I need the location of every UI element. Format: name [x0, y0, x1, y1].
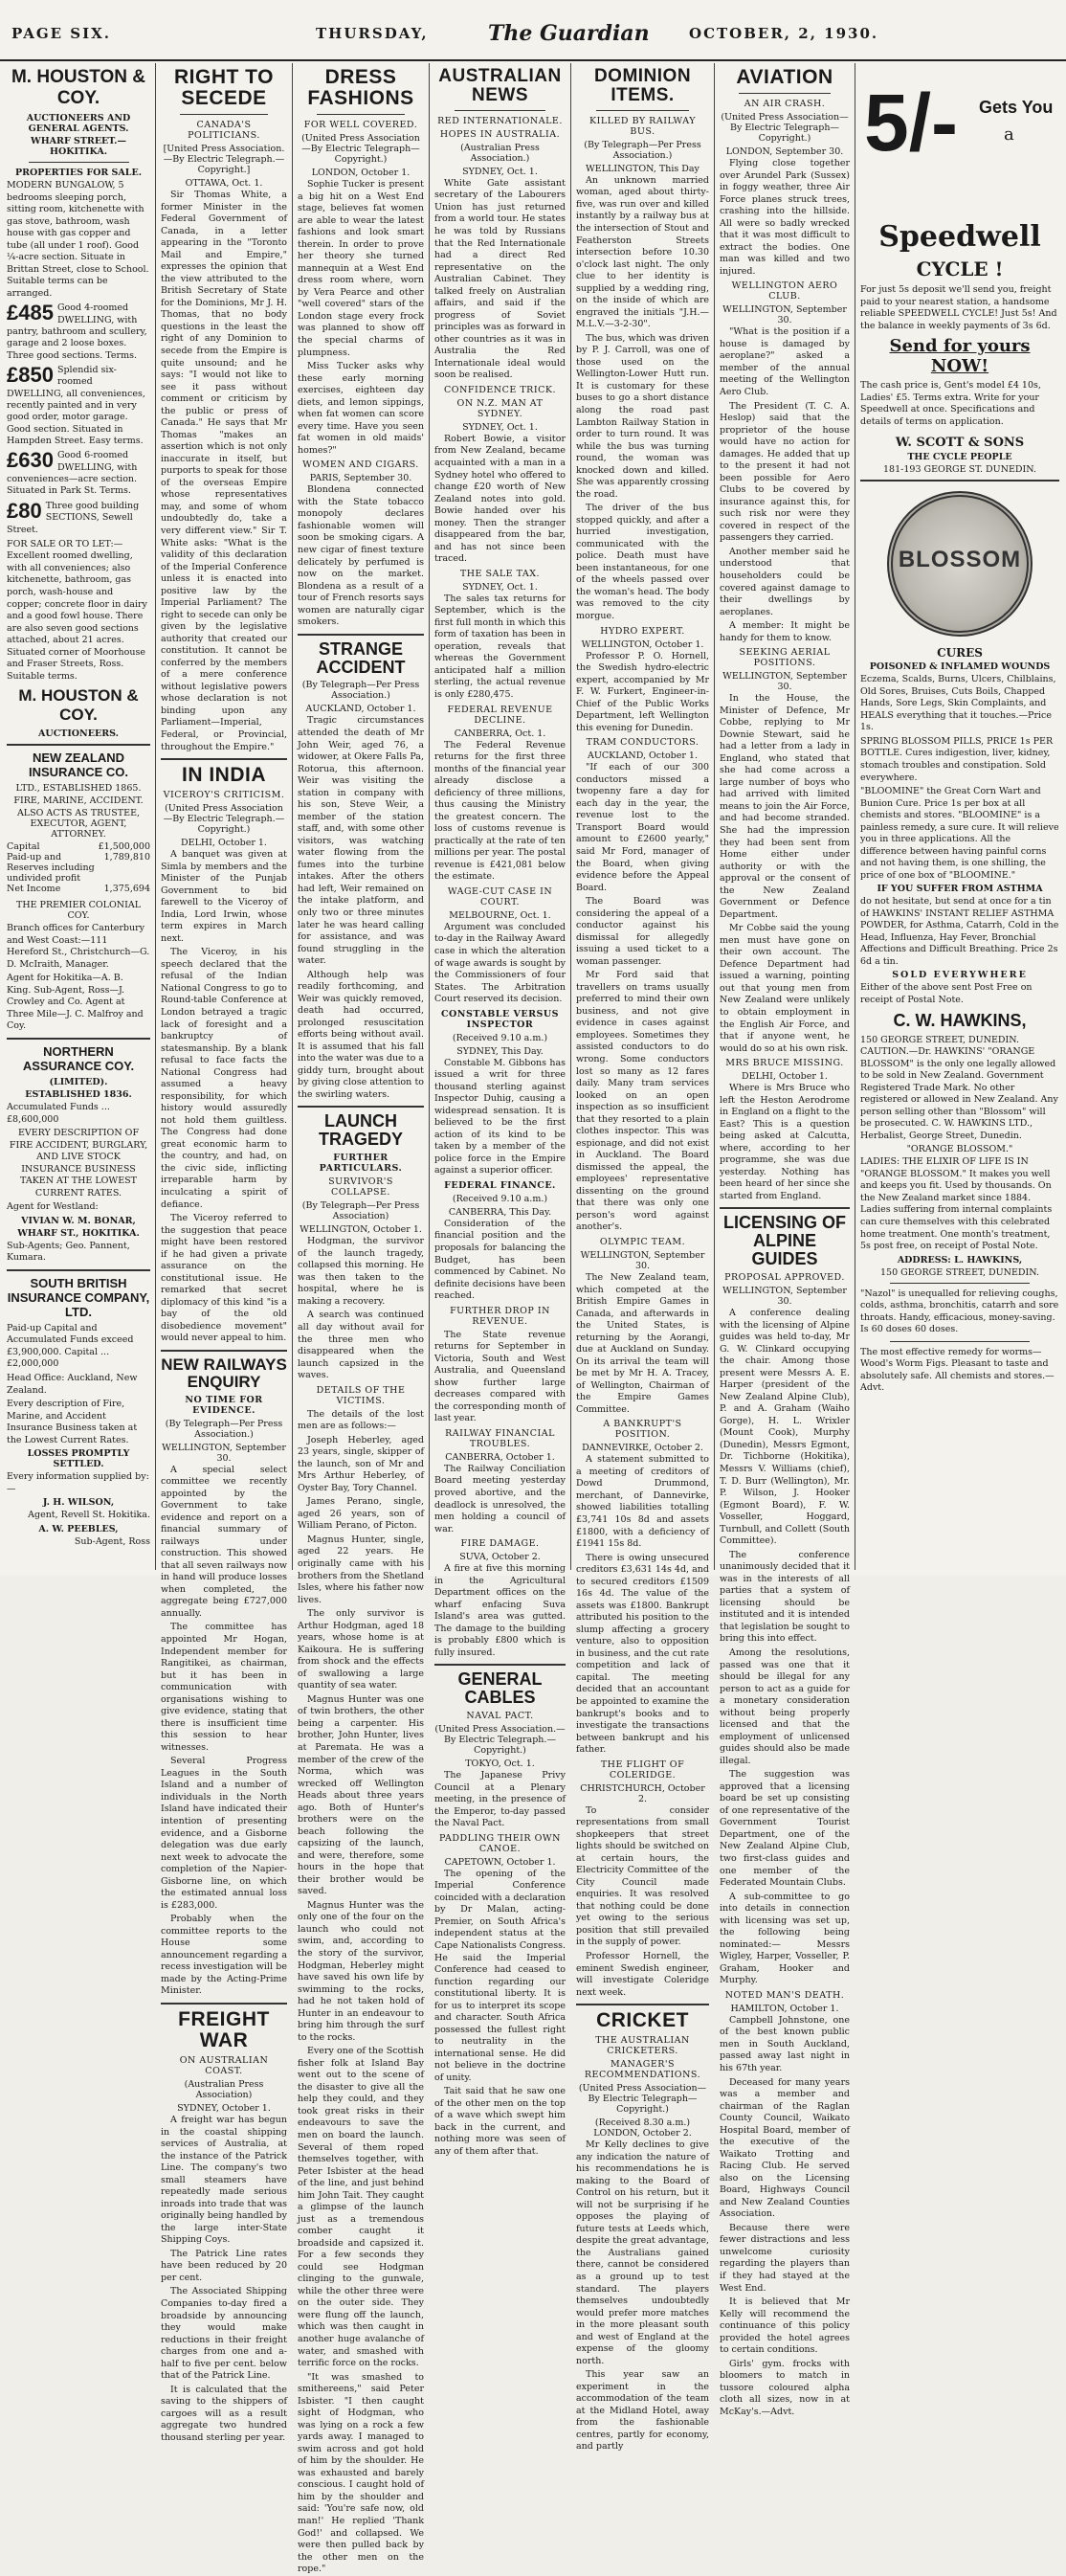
page-number: PAGE SIX. [11, 25, 112, 42]
nzi-established: LTD., ESTABLISHED 1865. [15, 783, 142, 795]
asthma-heading: IF YOU SUFFER FROM ASTHMA [877, 884, 1043, 895]
article-paragraph: The bus, which was driven by P. J. Carroll, was one of those used on the Wellington-Lower Hutt run. It is customary for these buses to go a short distance along the road past Lambton Railway Station in order to turn round. It was while the bus was turning round, the woman was knocked down and killed. She was apparently crossing the road. [576, 332, 709, 500]
houston-firm-name: M. HOUSTON & COY. [11, 67, 146, 108]
hawkins-name: C. W. HAWKINS, [893, 1010, 1027, 1030]
article-paragraph: The opening of the Imperial Conference coincided with a declaration by Dr Malan, acting-Premier, on South Africa's independent status at the Cape Nationalists Congress. He said the Imperial Conference had ceased to function regarding our constitutional liberty. It is for us to interpret its scope and character. South Africa possessed the fullest right to neutrality in the international sense. He did not believe in the doctrine of unity. [434, 1868, 566, 2083]
subhead: FOR WELL COVERED. [303, 120, 418, 131]
subhead: ON AUSTRALIAN COAST. [179, 2055, 269, 2077]
dateline: DANNEVIRKE, October 2. [582, 1443, 703, 1454]
nzi-row [7, 852, 150, 884]
subhead: CANADA'S POLITICIANS. [188, 120, 260, 142]
headline-dress-fashions: DRESS FASHIONS [307, 66, 414, 110]
article-paragraph: The President (T. C. A. Heslop) said that the proprietor of the house would have no action for damages. He added that up to the present it had not been possible for Aero Clubs to be covered by insurance against this, for such risk nor were they covered in respect of the passengers they carried. [720, 400, 850, 544]
subhead: THE FLIGHT OF COLERIDGE. [600, 1758, 685, 1781]
article-paragraph: Mr Cobbe said the young men must have gone on their own account. The Defence Department had issued a warning, pointing out that young men from New Zealand were unlikely to obtain employment in the English Air Force, and that if anyone went, he would do so at his own risk. [720, 923, 850, 1054]
separator [29, 162, 129, 163]
article-paragraph: Every one of the Scottish fisher folk at Island Bay went out to the scene of the disaster to give all the help they could, and they took great risks in their endeavours to save the men on board the launch. Several of them roped themselves together, with Peter Isbister at the head of the line, and just behind him John Tait. They caught a glimpse of the launch just as a tremendous comber caught it broadside and capsized it. For a few seconds they could see Hodgman clinging to the gunwale, while the other three were on the outer side. They were flung off the launch, which was then caught in another huge avalanche of water, and smashed with terrific force on the rocks. [298, 2046, 424, 2369]
article-paragraph: Professor P. O. Hornell, the Swedish hydro-electric expert, accompanied by Mr F. W. Furkert, Engineer-in-Chief of the Public Works Department, left Wellington this evening for Dunedin. [576, 650, 709, 733]
column-2 [156, 63, 292, 2443]
nzi-row-label: Paid-up and Reserves including undivided profit [7, 852, 95, 885]
masthead-date: OCTOBER, 2, 1930. [689, 25, 879, 42]
article-paragraph: Probably when the committee reports to the House some announcement regarding a recess investigation will be made by the Acting-Prime Minister. [161, 1914, 287, 1997]
sbi-office: Head Office: Auckland, New Zealand. [7, 1372, 138, 1396]
article-paragraph: A sub-committee to go into details in connection with licensing was set up, the following being nominated:— Messrs Wigley, Harper, Vosseller, P. Graham, Hooker and Murphy. [720, 1891, 850, 1986]
nzi-acts: ALSO ACTS AS TRUSTEE, EXECUTOR, AGENT, ATTORNEY. [16, 808, 141, 840]
property-text: Good 4-roomed DWELLING, with pantry, bathroom and scullery, garage and 2 loose boxes. Three good sections. Terms. [7, 302, 147, 361]
credit-line: (Australian Press Association.) [460, 142, 540, 164]
dateline: SYDNEY, Oct. 1. [462, 581, 538, 593]
sbi-info: Every information supplied by:— [7, 1471, 149, 1494]
nac-ltd: (LIMITED). [49, 1077, 108, 1087]
headline-australian-news: AUSTRALIAN NEWS [438, 66, 562, 105]
article-paragraph: White Gate assistant secretary of the Labourers Union has just returned from a world tour. He states he was told by Russians that the Red Internationale had a direct Red representative on the Australian Cabinet. They talked freely on Australian affairs, and said if the progress of Soviet principles was as forward in other countries as it was in Australia the Red Internationale ideal would soon be realised. [434, 177, 566, 381]
article-paragraph: The sales tax returns for September, which is the first full month in which this form of taxation has been in operation, reveals that whereas the Government anticipated half a million sterling, the actual revenue is only £280,475. [434, 593, 566, 700]
credit-line: (By Telegraph—Per Press Association.) [165, 1418, 283, 1440]
property-price: £850 [7, 363, 54, 388]
nac-agent-heading: Agent for Westland: [7, 1201, 99, 1213]
article-paragraph: Professor Hornell, the eminent Swedish engineer, will investigate Coleridge next week. [576, 1951, 709, 1998]
article-paragraph: A search was continued all day without avail for the three men who disappeared when the launch capsized in the waves. [298, 1310, 424, 1381]
scott-sons: W. SCOTT & SONS [895, 436, 1025, 451]
article-paragraph: Among the resolutions, passed was one that it should be illegal for any person to act as a guide for a monetary consideration without being properly licensed and that the employment of unlicensed guides should also be made illegal. [720, 1646, 850, 1766]
nzi-row [7, 884, 150, 894]
article-paragraph: Joseph Heberley, aged 23 years, single, skipper of the launch, son of Mr and Mrs Arthur Heberley, of Oyster Bay, Tory Channel. [298, 1434, 424, 1493]
sbi-agent-1-address: Agent, Revell St. Hokitika. [28, 1510, 150, 1521]
speedwell-cash-price: The cash price is, Gent's model £4 10s, Ladies' £5. Terms extra. Write for your Speedwell at once. Specifications and details of terms on application. [860, 380, 1041, 427]
send-for-yours: Send for yours NOW! [889, 336, 1031, 377]
article-paragraph: Blondena connected with the State tobacco monopoly declares fashionable women will soon be smoking cigars. A new cigar of finest texture delicately by perfumed is now on the market. Blondena as a result of a tour of French resorts says women are naturally cigar smokers. [298, 484, 424, 628]
dateline: WELLINGTON, September 30. [162, 1442, 286, 1464]
sold-everywhere: SOLD EVERYWHERE [892, 970, 1028, 981]
article-paragraph: To consider representations from small shopkeepers that street lights should be switched on at certain hours, the Electricity Committee of the City Council made enquiries. It was resolved that nothing could be done yet owing to the serious position that still prevailed in the supply of power. [576, 1804, 709, 1948]
nzi-branch: Branch offices for Canterbury and West Coast:—111 Hereford St., Christchurch—G. D. McIraith, Manager. [7, 923, 150, 970]
column-3 [293, 63, 429, 2575]
article-paragraph: Deceased for many years was a member and chairman of the Raglan County Council, Waikato Hospital Board, member of the executive of the Waikato Trotting and Racing Club. He served also on the Licensing Board, Highways Council and New Zealand Counties Association. [720, 2076, 850, 2220]
gets-you-text: Gets You [979, 98, 1054, 117]
property-price: £630 [7, 448, 54, 473]
credit-line: [United Press Association.—By Electric Telegraph.—Copyright.] [163, 144, 285, 176]
dateline: SYDNEY, Oct. 1. [462, 166, 538, 177]
subhead: VICEROY'S CRITICISM. [163, 790, 285, 801]
article-paragraph: Several Progress Leagues in the South Island and a number of individuals in the North Island have indicated their intention of presenting evidence, and a Gisborne delegation was due early next week to advocate the completion of the Napier-Gisborne line, on which the estimated annual loss is £283,000. [161, 1756, 287, 1911]
houston-firm-name-2: M. HOUSTON & COY. [18, 686, 139, 725]
subhead: FEDERAL FINANCE. [444, 1179, 556, 1191]
property-text: Three good building SECTIONS, Sewell Street. [7, 500, 140, 535]
subhead: NOTED MAN'S DEATH. [724, 1989, 845, 2001]
property-text: Good 6-roomed DWELLING, with conveniences—acre section. Situated in Park St. Terms. [7, 450, 138, 497]
credit-line: (United Press Association—By Electric Telegraph—Copyright.) [721, 112, 849, 145]
subhead: CONSTABLE VERSUS INSPECTOR [440, 1008, 560, 1030]
sbi-agent-2: A. W. PEEBLES, [38, 1523, 119, 1534]
headline-strange-accident: STRANGE ACCIDENT [316, 638, 406, 677]
dateline: WELLINGTON, September 30. [580, 1249, 705, 1271]
article-paragraph: Miss Tucker asks why these early morning exercises, eighteen day diets, and lemon sippings, when fat women can score every time. Have you seen fat women in old maids' homes?" [298, 361, 424, 456]
article-paragraph: Although help was readily forthcoming, and Weir was quickly removed, death had occurred, prolonged resuscitation efforts being without avail. It is assumed that his fall into the water was due to a giddy turn, brought about by giving close attention to the swirling waters. [298, 969, 424, 1100]
nac-description: EVERY DESCRIPTION OF FIRE ACCIDENT, BURGLARY, AND LIVE STOCK INSURANCE BUSINESS TAKEN AT THE LOWEST CURRENT RATES. [9, 1128, 148, 1198]
sbi-name: SOUTH BRITISH INSURANCE COMPANY, LTD. [7, 1275, 150, 1319]
credit-line: (By Telegraph—Per Press Association.) [301, 680, 420, 702]
article-paragraph: The suggestion was approved that a licensing board be set up consisting of one representative of the Government Tourist Department, one of the New Zealand Alpine Club, two first-class guides and one member of the Federated Mountain Clubs. [720, 1769, 850, 1889]
hawkins-caution: 150 GEORGE STREET, DUNEDIN. CAUTION.—Dr. HAWKINS' "ORANGE BLOSSOM" is the only one legally allowed to be sold in New Zealand. Government Registered Trade Mark. No other registered or allowed in New Zealand. Any person selling other than "Blossom" will be prosecuted. C. W. HAWKINS LTD., Herbalist, George Street, Dunedin. [860, 1034, 1058, 1141]
article-paragraph: Tait said that he saw one of the other men on the top of a wave which swept him back in the current, and nothing more was seen of any of them after that. [434, 2086, 566, 2157]
dateline: WELLINGTON, September 30. [722, 671, 847, 693]
column-4 [430, 63, 570, 2157]
dateline: (Received 8.30 a.m.) LONDON, October 2. [593, 2117, 692, 2139]
headline-general-cables: GENERAL CABLES [457, 1669, 543, 1708]
article-paragraph: The driver of the bus stopped quickly, and after a hurried investigation, communicated with the police. Death must have been instantaneous, for one of the wheels passed over the woman's head. The body was removed to the city morgue. [576, 503, 709, 621]
article-paragraph: The conference unanimously decided that it was in the interests of all parties that a system of licensing should be instituted and it is intended that legislation be sought to bring this into effect. [720, 1549, 850, 1645]
spring-blossom-pills: SPRING BLOSSOM PILLS, PRICE 1s PER BOTTLE. Cures indigestion, liver, kidney, stomach troubles and constipation. Sold everywhere. [860, 735, 1054, 783]
asthma-body: do not hesitate, but send at once for a tin of HAWKINS' INSTANT RELIEF ASTHMA POWDER, for Asthma, Catarrh, Cold in the Head, Influenza, Hay Fever, Bronchial Affections and Difficult Breathing. Price 2s 6d a tin. [860, 896, 1059, 967]
subhead: THE SALE TAX. [459, 568, 541, 579]
property-ad [7, 450, 150, 497]
subhead: WOMEN AND CIGARS. [302, 459, 419, 471]
property-price: £485 [7, 301, 54, 325]
credit-line: (United Press Association.—By Electric Telegraph.—Copyright.) [434, 1724, 566, 1757]
separator [7, 1038, 150, 1040]
subhead: HYDRO EXPERT. [600, 625, 685, 637]
article-paragraph: The State revenue returns for September in Victoria, South and West Australia, and Queensland show further large decreases compared with the corresponding month of last year. [434, 1329, 566, 1424]
subhead: CONFIDENCE TRICK. [444, 384, 556, 395]
article-paragraph: It is believed that Mr Kelly will recommend the continuance of this policy provided the hotel agrees to certain conditions. [720, 2296, 850, 2356]
subhead: PADDLING THEIR OWN CANOE. [439, 1832, 561, 1854]
houston-firm-sub-2: AUCTIONEERS. [38, 728, 119, 740]
column-6 [715, 63, 855, 2417]
dateline: LONDON, October 1. [311, 168, 411, 179]
nzi-lines: FIRE, MARINE, ACCIDENT. [13, 795, 144, 807]
credit-line: (Australian Press Association) [184, 2079, 264, 2101]
article-paragraph: The Railway Conciliation Board meeting yesterday proved abortive, and the deadlock is unresolved, the men holding a council of war. [434, 1463, 566, 1534]
credit-line: (Received 9.10 a.m.) [452, 1193, 548, 1204]
properties-heading: PROPERTIES FOR SALE. [14, 168, 143, 178]
article-paragraph: Consideration of the financial position and the proposals for balancing the Budget, has been commenced by Cabinet. No definite decisions have been reached. [434, 1218, 566, 1302]
property-text: Splendid six-roomed DWELLING, all conveniences, recently painted and in very good order, motor garage. Good section. Situated in Hampden Street. Easy terms. [7, 365, 145, 447]
article-paragraph: The Viceroy, in his speech declared that the refusal of the Indian National Congress to go to Round-table Conference at London betrayed a tragic lack of foresight and a bankruptcy of statesmanship. By a blank refusal to face facts the National Congress had assumed a heavy responsibility, for which history would assuredly not hold them guiltless. The Congress had done great economic harm to the country, and had, on the civic side, inflicting irreparable harm by inculcating a spirit of defiance. [161, 947, 287, 1210]
subhead: MANAGER'S RECOMMENDATIONS. [584, 2059, 701, 2081]
dateline: CANBERRA, This Day. [448, 1206, 552, 1218]
article-paragraph: This year saw an experiment in the accommodation of the team at the Midland Hotel, away from the fashionable centres, partly for economy, and partly [576, 2369, 709, 2453]
headline-freight-war: FREIGHT WAR [178, 2007, 270, 2051]
article-paragraph: "It was smashed to smithereens," said Peter Isbister. "I then caught sight of Hodgman, who was lying on a rock a few yards away. I managed to swim across and got hold of him by the shoulder. He was exhausted and barely conscious. I caught hold of him by the shoulder and said: 'You're safe now, old man!' He replied 'Thank God!' and collapsed. We were then pulled back by the other men on the rope." [298, 2371, 424, 2575]
dateline: DELHI, October 1. [742, 1071, 828, 1083]
article-paragraph: Magnus Hunter, single, aged 22 years. He originally came with his brothers from the Shetland Isles, where his father now lives. [298, 1534, 424, 1605]
bloomine-ad: "BLOOMINE" the Great Corn Wart and Bunion Cure. Price 1s per box at all chemists and stores. "BLOOMINE" is a painless remedy, a sure cure. It will relieve you in three applications. All the difference between having painful corns and not having them, is one shilling, the price of one box of "BLOOMINE." [860, 786, 1059, 881]
subhead: RAILWAY FINANCIAL TROUBLES. [445, 1427, 555, 1449]
subhead: FEDERAL REVENUE DECLINE. [447, 704, 553, 726]
article-paragraph: Flying close together over Arundel Park (Sussex) in foggy weather, three Air Force planes struck trees, crashing into the hillside. All were so badly wrecked that it was most difficult to extract the bodies. One man was killed and two injured. [720, 158, 850, 277]
subhead: SURVIVOR'S COLLAPSE. [328, 1176, 393, 1198]
subhead: DETAILS OF THE VICTIMS. [316, 1384, 406, 1406]
subhead: ON N.Z. MAN AT SYDNEY. [456, 397, 544, 419]
nzi-row-value: 1,789,810 [103, 852, 150, 863]
subhead: NO TIME FOR EVIDENCE. [185, 1394, 263, 1416]
article-paragraph: The Federal Revenue returns for the first three months of the financial year already disclose a deficiency of three millions, thus causing the Ministry the greatest concern. The loss of customs revenue is practically at the rate of ten millions per year. The postal revenue is £421,081 below the estimate. [434, 739, 566, 883]
subhead: RED INTERNATIONALE. [437, 115, 563, 126]
article-paragraph: Girls' gym. frocks with bloomers to match in tussore coloured alpha cloth all sizes, now in at McKay's.—Advt. [720, 2358, 850, 2417]
dateline: WELLINGTON, October 1. [581, 638, 704, 650]
nzi-agents: Agent for Hokitika—A. B. King. Sub-Agent, Ross—J. Crowley and Co. Agent at Three Mile—J. C. Malfroy and Coy. [7, 973, 144, 1032]
sbi-losses: LOSSES PROMPTLY SETTLED. [27, 1448, 130, 1470]
dateline: SYDNEY, This Day. [456, 1045, 544, 1057]
nac-funds: Accumulated Funds ... £8,600,000 [7, 1102, 110, 1125]
nazol-ad: "Nazol" is unequalled for relieving coughs, colds, asthma, bronchitis, catarrh and sore throats. Handy, efficacious, money-saving. Is 60 doses 60 doses. [860, 1288, 1059, 1335]
nzi-row-label: Capital [7, 841, 40, 853]
nzi-name: NEW ZEALAND INSURANCE CO. [28, 750, 128, 780]
article-paragraph: There is owing unsecured creditors £3,631 14s 4d, and to secured creditors £1509 16s 4d. The value of the assets was £1800. Bankrupt attributed his position to the slump affecting a grocery venture, also to opposition in business, and the cut rate competition and lack of capital. The meeting decided that an accountant be appointed to examine the bankrupt's books and to investigate the transactions between bankrupt and his father. [576, 1552, 709, 1756]
article-paragraph: Robert Bowie, a visitor from New Zealand, became acquainted with a man in a Sydney hotel who offered to change £20 worth of New Zealand notes into gold. Bowie handed over his money. Then the stranger disappeared from the bar, and has not since been traced. [434, 433, 566, 565]
nzi-row-value: 1,375,694 [103, 884, 150, 895]
premier-colonial: THE PREMIER COLONIAL COY. [15, 900, 142, 922]
subhead: WELLINGTON AERO CLUB. [731, 280, 838, 302]
cures-heading: CURES [937, 646, 983, 661]
speedwell-cycle: CYCLE ! [916, 258, 1004, 280]
nac-agent: VIVIAN W. M. BONAR, [21, 1215, 136, 1226]
article-paragraph: "If each of our 300 conductors missed a twopenny fare a day for each day in the year, the revenue lost to the Transport Board would amount to £2600 yearly," said Mr Ford, manager of the Board, when giving evidence before the Appeal Board. [576, 762, 709, 893]
subhead: TRAM CONDUCTORS. [586, 737, 700, 749]
article-paragraph: Because there were fewer distractions and less unwelcome curiosity regarding the players than if they had stayed at the West End. [720, 2222, 850, 2294]
dateline: PARIS, September 30. [309, 473, 412, 484]
article-paragraph: Magnus Hunter was one of twin brothers, the other being a carpenter. His brother, John Hunter, lives at Paremata. He was a member of the crew of the Norma, which was wrecked off Wellington Heads about three years ago. Both of Hunter's brothers were on the beach following the capsizing of the launch, and were, therefore, some hours in the hope that their brother would be saved. [298, 1693, 424, 1897]
houston-address: WHARF STREET.—HOKITIKA. [31, 136, 126, 157]
article-paragraph: The Japanese Privy Council at a Plenary meeting, in the presence of the Emperor, to-day passed the Naval Pact. [434, 1770, 566, 1829]
subhead: MRS BRUCE MISSING. [725, 1058, 844, 1069]
article-paragraph: Mr Ford said that travellers on trams usually preferred to mind their own business, and not give evidence in cases against employees. Sometimes they assisted conductors to do wrong. Some conductors lost so many as 12 fares daily. Many tram services looked on an open inspection as so insufficient that they resorted to a plain clothes inspector. This was espionage, and did not exist in Auckland. The Board dismissed the appeal, the employees' representative dissenting on the ground that there was only one person's word against another's. [576, 970, 709, 1233]
article-paragraph: A member: It might be handy for them to know. [720, 620, 850, 643]
article-paragraph: The only survivor is Arthur Hodgman, aged 18 years, whose home is at Kaikoura. He is suffering from shock and the effects of swallowing a large quantity of sea water. [298, 1608, 424, 1691]
dateline: CAPETOWN, October 1. [444, 1856, 556, 1868]
dateline: WELLINGTON, This Day [586, 163, 700, 174]
article-paragraph: Where is Mrs Bruce who left the Heston Aerodrome in England on a flight to the East? This is a question being asked at Calcutta, where, according to her programme, she was due yesterday. Nothing has been heard of her since she started from England. [720, 1083, 850, 1201]
article-paragraph: The Board was considering the appeal of a conductor against his dismissal for allegedly issuing a used ticket to a woman passenger. [576, 896, 709, 967]
article-paragraph: The Associated Shipping Companies to-day fired a broadside by announcing they would make reductions in their freight charges from one and a-half to five per cent. below that of the Patrick Line. [161, 2286, 287, 2382]
article-paragraph: The New Zealand team, which competed at the British Empire Games in Canada, and afterwards in the United States, is returning by the Aorangi, due at Auckland on Sunday. On its arrival the team will be met by Mr H. A. Tracey, of Wellington, Chairman of the Empire Games Committee. [576, 1271, 709, 1415]
blossom-seal-emblem [887, 491, 1033, 637]
property-ad [7, 498, 150, 536]
scott-sons-address: 181-193 GEORGE ST. DUNEDIN. [883, 464, 1036, 476]
dateline: MELBOURNE, Oct. 1. [449, 909, 551, 921]
nac-name: NORTHERN ASSURANCE COY. [22, 1044, 135, 1073]
masthead-day: THURSDAY, [316, 25, 429, 42]
dateline: AUCKLAND, October 1. [587, 750, 698, 762]
dateline: SUVA, October 2. [459, 1552, 541, 1563]
headline-new-railways-enquiry: NEW RAILWAYS ENQUIRY [161, 1355, 287, 1391]
subhead: FURTHER DROP IN REVENUE. [450, 1305, 550, 1327]
article-paragraph: The Patrick Line rates have been reduced by 20 per cent. [161, 2248, 287, 2283]
subhead: WAGE-CUT CASE IN COURT. [447, 885, 553, 907]
article-paragraph: Argument was concluded to-day in the Railway Award case in which the alteration of wage awards is sought by the Commissioners of four States. The Arbitration Court reserved its decision. [434, 921, 566, 1005]
masthead-title: The Guardian [488, 21, 650, 46]
houston-firm-sub: AUCTIONEERS AND GENERAL AGENTS. [26, 113, 131, 134]
article-paragraph: James Perano, single, aged 26 years, son of William Perano, of Picton. [298, 1496, 424, 1532]
article-paragraph: Hodgman, the survivor of the launch tragedy, collapsed this morning. He was then taken to the hospital, where he is making a recovery. [298, 1236, 424, 1307]
sold-body: Either of the above sent Post Free on receipt of Postal Note. [860, 982, 1033, 1005]
dateline: OTTAWA, Oct. 1. [185, 178, 263, 190]
credit-line: (By Telegraph—Per Press Association) [301, 1200, 420, 1222]
subhead: OLYMPIC TEAM. [599, 1236, 686, 1247]
article-paragraph: Sophie Tucker is present a big hit on a West End stage, believes fat women are able to wear the latest fashions and look smart therein. In order to prove her theory she turned mannequin at a West End dress room where, worn by Vera Pearce and other "well covered" stars of the London stage every frock was planned to show off the special charms of plumpness. [298, 179, 424, 358]
subhead: NAVAL PACT. [466, 1711, 534, 1722]
article-a: a [1004, 124, 1014, 145]
headline-in-india: IN INDIA [182, 764, 266, 787]
nzi-row-label: Net Income [7, 884, 61, 895]
article-paragraph: A freight war has begun in the coastal shipping services of Australia, at the instance of the Patrick Line. The company's two small steamers have repeatedly made serious inroads into trade that was originally being handled by the large inter-State Shipping Coys. [161, 2115, 287, 2246]
ladies-ad: LADIES: THE ELIXIR OF LIFE IS IN "ORANGE BLOSSOM." It makes you well and keeps you fit. Used by thousands. On the New Zealand market since 1884. Ladies suffering from internal complaints can cure themselves with this celebrated home treatment. One month's treatment, 5s post free, on receipt of Postal Note. [860, 1156, 1053, 1252]
dateline: TOKYO, Oct. 1. [465, 1758, 535, 1770]
article-paragraph: It is calculated that the saving to the shippers of cargoes will as a result aggregate two hundred thousand sterling per year. [161, 2384, 287, 2443]
dateline: WELLINGTON, September 30. [722, 1286, 847, 1308]
article-paragraph: Sir Thomas White, a former Minister in the Federal Government of Canada, in a letter appearing in the "Toronto Mail and Empire," expresses the opinion that the view attributed to the British Secretary of State for the Dominions, Mr J. H. Thomas, that no body questions in the least the right of any Dominion to secede from the Empire is quite unsound; and he says: "I would not like to see it pass without comment or criticism by the public or press of Canada." He says that Mr Thomas "makes an assertion which is not only inaccurate in itself, but purports to speak for those of the overseas Empire whose representatives may, and some of whom undoubtedly do, take a very different view." Sir T. White asks: "What is the validity of this declaration of the Imperial Conference unless it is enacted into positive law by the Imperial Parliament? The right to secede can only be given by the legislative authority that created our constitution. It cannot be conferred by the members of a mere conference without legislative powers whose declaration is not binding upon any Parliament—Imperial, Federal, or Provincial, throughout the Empire." [161, 190, 287, 752]
dateline: DELHI, October 1. [181, 838, 267, 849]
nac-sub-agents: Sub-Agents; Geo. Pannent, Kumara. [7, 1240, 130, 1264]
column-5 [571, 63, 714, 2453]
masthead [0, 0, 1066, 61]
article-paragraph: Mr Kelly declines to give any indication the nature of his recommendations he is making to the Board of Control on his return, but it will not be surprising if he opposes the playing of future tests at Leeds which, despite the great advantage, the Australians gained there, cannot be considered as a ground up to test standard. The players themselves undoubtedly would prefer more matches in the more pleasant south and west of England at the expense of the gloomy north. [576, 2139, 709, 2366]
dateline: CANBERRA, Oct. 1. [454, 728, 546, 739]
seal-text: BLOSSOM [898, 547, 1022, 573]
subhead: A BANKRUPT'S POSITION. [603, 1419, 682, 1441]
article-paragraph: "What is the position if a house is damaged by aeroplane?" asked a member of the annual meeting of the Wellington Aero Club. [720, 326, 850, 398]
article-paragraph: Constable M. Gibbons has issued a writ for three thousand sterling against Inspector Duhig, causing a widespread sensation. It is believed to be the first action of its kind to be taken by a member of the police force in the Empire against a superior officer. [434, 1057, 566, 1176]
article-paragraph: A conference dealing with the licensing of Alpine guides was held to-day, Mr G. W. Clinkard occupying the chair. Among those present were Messrs A. E. Harper (president of the New Zealand Alpine Club), P. and A. Graham (Waiho Gorge), H. L. Wrixler (Mount Cook), Murphy (Dunedin), Messrs Egmont, Dr. Tichborne (Hokitika), Messrs V. Williams (chief), T. D. Burr (Wellington), Mr. P. Wilson, J. Hooker (Egmont Board), F. W. Vosseller, Hoggard, Turnbull, and Collett (South Committee). [720, 1308, 850, 1547]
article-paragraph: A special select committee we recently appointed by the Government to take evidence and report on a financial summary of railways under construction. This showed that all seven railways now in hand will produce losses when completed, the aggregate being £727,000 annually. [161, 1464, 287, 1619]
article-paragraph: Campbell Johnstone, one of the best known public men in South Auckland, passed away last night in his 67th year. [720, 2014, 850, 2073]
scott-sons-sub: THE CYCLE PEOPLE [907, 452, 1012, 463]
article-paragraph: Magnus Hunter was the only one of the four on the launch who could not swim, and, according to the story of the survivor, Hodgman, Heberley might have saved his own life by swimming to the rocks, had he not taken hold of Hunter in an endeavour to bring him through the surf to the rocks. [298, 1899, 424, 2043]
dateline: WELLINGTON, October 1. [300, 1224, 422, 1236]
article-paragraph: A fire at five this morning in the Agricultural Department offices on the wharf enfacing Suva Island's area was gutted. The damage to the building is probably £800 which is fully insured. [434, 1563, 566, 1658]
subhead: FIRE DAMAGE. [460, 1538, 540, 1550]
subhead: AN AIR CRASH. [744, 99, 826, 110]
separator [7, 744, 150, 746]
sbi-agent-2-address: Sub-Agent, Ross [74, 1535, 150, 1547]
headline-cricket: CRICKET [596, 2009, 689, 2032]
article-paragraph: Another member said he understood that householders could be covered against damage to their dwellings by aeroplanes. [720, 546, 850, 617]
credit-line: (United Press Association—By Electric Telegraph—Copyright.) [301, 133, 420, 166]
headline-dominion-items: DOMINION ITEMS. [593, 66, 692, 105]
article-paragraph: An unknown married woman, aged about thirty-five, was run over and killed instantly by a railway bus at the intersection of Stout and Featherston Streets intersection before 10.30 o'clock last night. The only clue to her identity is supplied by a wedding ring, on the inside of which are engraved the initials "J.H.—M.L.V.—3-2-30". [576, 174, 709, 330]
article-paragraph: Tragic circumstances attended the death of Mr John Weir, aged 76, a widower, at Okere Falls Pa, Rotorua, this afternoon. Weir was visiting the station in company with his son, Steve Weir, a member of the station staff, and, with some other visitors, was watching water flowing from the fumes into the turbine intakes. After the others had left, Weir remained on the intake platform, and only two or three minutes later he was heard calling for assistance, and was found struggling in the water. [298, 715, 424, 967]
headline-licensing-alpine-guides: LICENSING OF ALPINE GUIDES [722, 1213, 846, 1269]
credit-line: (United Press Association—By Electric Telegraph—Copyright.) [578, 2083, 707, 2116]
dateline: HAMILTON, October 1. [730, 2003, 839, 2014]
speedwell-brand: Speedwell [878, 220, 1041, 254]
subhead: PROPOSAL APPROVED. [724, 1272, 845, 1284]
hawkins-address: ADDRESS: L. HAWKINS, [897, 1254, 1023, 1266]
dateline: AUCKLAND, October 1. [305, 704, 416, 715]
headline-right-to-secede: RIGHT TO SECEDE [174, 66, 274, 110]
headline-aviation: AVIATION [736, 66, 833, 88]
poisoned-wounds: POISONED & INFLAMED WOUNDS [869, 661, 1051, 673]
column-advertisements-left [2, 63, 155, 1570]
nac-established: ESTABLISHED 1836. [25, 1089, 132, 1100]
article-paragraph: A statement submitted to a meeting of creditors of Dowd Drummond, merchant, of Dannevirke, showed liabilities totalling £3,741 10s 8d and assets £1800, with a deficiency of £1941 15s 8d. [576, 1454, 709, 1550]
separator [7, 1269, 150, 1271]
property-price: £80 [7, 498, 42, 523]
nac-address: WHARF ST., HOKITIKA. [17, 1227, 140, 1239]
price-five-shillings: 5/- [864, 78, 959, 168]
woods-worm-figs-ad: The most effective remedy for worms—Wood's Worm Figs. Pleasant to taste and absolutely safe. All chemists and stores.—Advt. [860, 1346, 1055, 1394]
article-paragraph: A banquet was given at Simla by members and the Minister of the Punjab Government to bid farewell to the Viceroy of India, Lord Irwin, whose term expires in March next. [161, 849, 287, 944]
dateline: WELLINGTON, September 30. [722, 304, 847, 326]
article-paragraph: The details of the lost men are as follows:— [298, 1408, 424, 1432]
sbi-funds: Paid-up Capital and Accumulated Funds exceed £3,900,000. Capital ... £2,000,000 [7, 1322, 134, 1370]
dateline: SYDNEY, Oct. 1. [462, 421, 538, 433]
dateline: LONDON, September 30. [725, 146, 844, 158]
article-paragraph: The Viceroy referred to the suggestion that peace might have been restored if he had given a private assurance on the constitutional issue. He remarked that secret diplomacy of this kind "is a bay of the old disobedience movement" would never appeal to him. [161, 1213, 287, 1344]
sbi-agent-1: J. H. WILSON, [42, 1497, 115, 1509]
article-paragraph: In the House, the Minister of Defence, Mr Cobbe, replying to Mr Downie Stewart, said he had a letter from a lady in England, who stated that she had come across a large number of boys who had arrived with limited means to join the Air Force, and had become stranded. She had the impression they had been sent from Home either under authority or with the approval or the consent of the New Zealand Government or Defence Department. [720, 693, 850, 920]
subhead: FURTHER PARTICULARS. [319, 1153, 403, 1175]
subhead: THE AUSTRALIAN CRICKETERS. [595, 2035, 690, 2057]
property-ad [7, 302, 150, 362]
bungalow-ad: MODERN BUNGALOW, 5 bedrooms sleeping porch, sitting room, kitchenette with gas stove, bathroom, wash house with gas copper and tube (all under 1 roof). Good ¼-acre section. Situate in Brittan Street, close to School. Suitable terms can be arranged. [7, 180, 149, 299]
for-sale-ad: FOR SALE OR TO LET:—Excellent roomed dwelling, with all conveniences; also kitchenette, bathroom, gas porch, wash-house and copper; concrete floor in dairy and a good fowl house. There are also seven good sections attached, about 21 acres. Situated corner of Moorhouse and Fraser Streets, Ross. Suitable terms. [7, 538, 147, 682]
sbi-description: Every description of Fire, Marine, and Accident Insurance Business taken at the Lowest Current Rates. [7, 1399, 138, 1445]
subhead: HOPES IN AUSTRALIA. [439, 128, 561, 140]
headline-launch-tragedy: LAUNCH TRAGEDY [318, 1111, 403, 1150]
nzi-row-value: £1,500,000 [98, 841, 150, 853]
property-ad [7, 365, 150, 447]
orange-blossom: "ORANGE BLOSSOM." [906, 1144, 1013, 1155]
cures-body: Eczema, Scalds, Burns, Ulcers, Chilblains, Old Sores, Bruises, Cuts Boils, Chapped Hands, Sore Legs, Skin Complaints, and HEALS everything that it touches.—Price 1s. [860, 674, 1056, 733]
credit-line: (United Press Association—By Electric Telegraph.—Copyright.) [163, 803, 285, 836]
speedwell-ad-header [860, 78, 1059, 216]
credit-line: (Received 9.10 a.m.) [452, 1032, 548, 1043]
subhead: SEEKING AERIAL POSITIONS. [739, 647, 831, 669]
hawkins-address-2: 150 GEORGE STREET, DUNEDIN. [880, 1266, 1039, 1278]
dateline: CANBERRA, October 1. [445, 1451, 555, 1463]
subhead: KILLED BY RAILWAY BUS. [589, 115, 696, 137]
credit-line: (By Telegraph—Per Press Association.) [584, 139, 701, 161]
column-advertisements-right [855, 63, 1064, 1570]
speedwell-offer: For just 5s deposit we'll send you, freight paid to your nearest station, a handsome reliable SPEEDWELL CYCLE! Just 5s! And the balance in weekly payments of 3s 6d. [860, 284, 1057, 331]
dateline: SYDNEY, October 1. [177, 2103, 271, 2115]
dateline: CHRISTCHURCH, October 2. [580, 1782, 705, 1804]
nzi-row [7, 841, 150, 852]
article-paragraph: The committee has appointed Mr Hogan, Independent member for Rangitikei, as chairman, but it has been in communication with organisations wishing to give evidence, stating that there is insufficient time this session to hear witnesses. [161, 1622, 287, 1753]
